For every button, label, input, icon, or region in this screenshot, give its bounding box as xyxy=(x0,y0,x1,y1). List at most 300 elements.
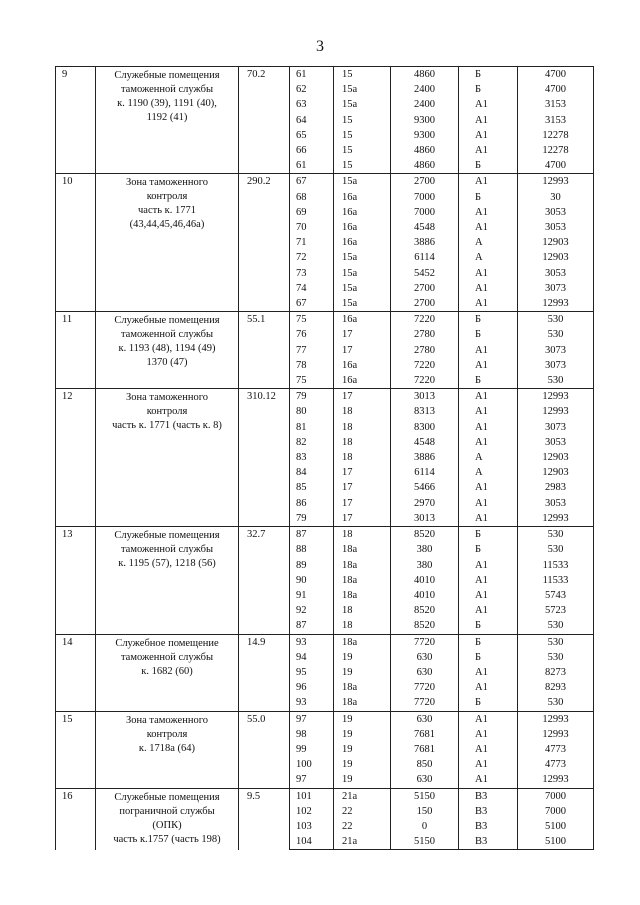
point-number: 70 xyxy=(290,220,334,235)
value: 12278 xyxy=(518,128,594,143)
distance: 3013 xyxy=(391,389,459,405)
value: 3053 xyxy=(518,496,594,511)
segment-code: 21а xyxy=(334,834,391,850)
premises-name-line: Служебные помещения xyxy=(114,315,220,327)
distance: 8520 xyxy=(391,603,459,618)
distance: 2700 xyxy=(391,281,459,296)
category: Б xyxy=(459,327,518,342)
category: А1 xyxy=(459,220,518,235)
category: А1 xyxy=(459,573,518,588)
distance: 9300 xyxy=(391,113,459,128)
value: 12278 xyxy=(518,143,594,158)
value: 11533 xyxy=(518,573,594,588)
category: В3 xyxy=(459,804,518,819)
value: 3053 xyxy=(518,220,594,235)
distance: 2700 xyxy=(391,174,459,190)
value: 2983 xyxy=(518,480,594,495)
point-number: 74 xyxy=(290,281,334,296)
value: 530 xyxy=(518,618,594,634)
distance: 6114 xyxy=(391,465,459,480)
premises-name xyxy=(96,788,239,850)
segment-code: 16а xyxy=(334,205,391,220)
distance: 7220 xyxy=(391,358,459,373)
point-number: 93 xyxy=(290,634,334,650)
point-number: 78 xyxy=(290,358,334,373)
point-number: 79 xyxy=(290,511,334,527)
value: 530 xyxy=(518,650,594,665)
premises-name-line: Зона таможенного xyxy=(126,714,208,726)
premises-name xyxy=(96,711,239,788)
point-number: 84 xyxy=(290,465,334,480)
point-number: 83 xyxy=(290,450,334,465)
category: В3 xyxy=(459,788,518,804)
point-number: 91 xyxy=(290,588,334,603)
category: А1 xyxy=(459,128,518,143)
premises-name xyxy=(96,527,239,634)
point-number: 79 xyxy=(290,389,334,405)
segment-code: 18 xyxy=(334,435,391,450)
value: 3153 xyxy=(518,97,594,112)
category: А1 xyxy=(459,727,518,742)
premises-name-line: часть к.1757 (часть 198) xyxy=(113,833,221,845)
premises-name-line: Служебные помещения xyxy=(114,791,220,803)
category: А1 xyxy=(459,480,518,495)
distance: 2400 xyxy=(391,97,459,112)
value: 3053 xyxy=(518,205,594,220)
premises-name-line: к. 1195 (57), 1218 (56) xyxy=(118,558,216,570)
value: 530 xyxy=(518,373,594,389)
point-number: 67 xyxy=(290,174,334,190)
point-number: 82 xyxy=(290,435,334,450)
category: А1 xyxy=(459,281,518,296)
point-number: 100 xyxy=(290,757,334,772)
segment-code: 19 xyxy=(334,711,391,727)
distance: 7681 xyxy=(391,727,459,742)
value: 3053 xyxy=(518,435,594,450)
premises-name-line: Служебные помещения xyxy=(114,530,220,542)
distance: 3886 xyxy=(391,235,459,250)
category: А1 xyxy=(459,711,518,727)
category: А xyxy=(459,250,518,265)
distance: 4548 xyxy=(391,435,459,450)
value: 30 xyxy=(518,190,594,205)
category: А1 xyxy=(459,772,518,788)
value: 7000 xyxy=(518,788,594,804)
table-row xyxy=(56,389,594,405)
value: 12993 xyxy=(518,404,594,419)
category: Б xyxy=(459,67,518,83)
category: А1 xyxy=(459,358,518,373)
distance: 7720 xyxy=(391,634,459,650)
value: 530 xyxy=(518,327,594,342)
point-number: 99 xyxy=(290,742,334,757)
segment-code: 18а xyxy=(334,634,391,650)
distance: 2780 xyxy=(391,327,459,342)
point-number: 102 xyxy=(290,804,334,819)
distance: 2970 xyxy=(391,496,459,511)
distance: 7220 xyxy=(391,312,459,328)
category: Б xyxy=(459,650,518,665)
category: А xyxy=(459,235,518,250)
section-number: 15 xyxy=(56,711,96,788)
section-number: 11 xyxy=(56,312,96,389)
point-number: 98 xyxy=(290,727,334,742)
premises-name-line: контроля xyxy=(146,406,188,418)
segment-code: 15а xyxy=(334,174,391,190)
category: А1 xyxy=(459,558,518,573)
category: А1 xyxy=(459,296,518,312)
premises-name-line: (ОПК) xyxy=(152,819,182,831)
distance: 630 xyxy=(391,665,459,680)
section-number: 9 xyxy=(56,67,96,174)
point-number: 63 xyxy=(290,97,334,112)
value: 4700 xyxy=(518,158,594,174)
segment-code: 16а xyxy=(334,312,391,328)
distance: 7000 xyxy=(391,205,459,220)
distance: 4010 xyxy=(391,573,459,588)
category: Б xyxy=(459,634,518,650)
category: Б xyxy=(459,542,518,557)
premises-name-line: Служебное помещение xyxy=(115,637,219,649)
segment-code: 18 xyxy=(334,404,391,419)
table-row xyxy=(56,67,594,83)
category: Б xyxy=(459,312,518,328)
category: А1 xyxy=(459,665,518,680)
area-value: 32.7 xyxy=(239,527,290,634)
segment-code: 19 xyxy=(334,665,391,680)
segment-code: 22 xyxy=(334,819,391,834)
area-value: 14.9 xyxy=(239,634,290,711)
category: Б xyxy=(459,190,518,205)
distance: 4860 xyxy=(391,158,459,174)
distance: 630 xyxy=(391,711,459,727)
premises-name xyxy=(96,312,239,389)
point-number: 96 xyxy=(290,680,334,695)
distance: 2400 xyxy=(391,82,459,97)
table-row xyxy=(56,527,594,543)
value: 12993 xyxy=(518,389,594,405)
point-number: 92 xyxy=(290,603,334,618)
premises-name-line: часть к. 1771 (часть к. 8) xyxy=(112,420,222,432)
category: А1 xyxy=(459,404,518,419)
premises-name-line: (43,44,45,46,46а) xyxy=(129,219,205,231)
point-number: 62 xyxy=(290,82,334,97)
segment-code: 15 xyxy=(334,128,391,143)
page-number: 3 xyxy=(316,38,324,55)
category: А1 xyxy=(459,113,518,128)
category: А1 xyxy=(459,588,518,603)
distance: 5466 xyxy=(391,480,459,495)
area-value: 55.1 xyxy=(239,312,290,389)
category: А1 xyxy=(459,680,518,695)
value: 12993 xyxy=(518,727,594,742)
distance: 8313 xyxy=(391,404,459,419)
category: А1 xyxy=(459,742,518,757)
point-number: 64 xyxy=(290,113,334,128)
distance: 6114 xyxy=(391,250,459,265)
segment-code: 16а xyxy=(334,358,391,373)
category: А1 xyxy=(459,97,518,112)
point-number: 73 xyxy=(290,266,334,281)
segment-code: 21а xyxy=(334,788,391,804)
distance: 150 xyxy=(391,804,459,819)
segment-code: 17 xyxy=(334,389,391,405)
value: 3073 xyxy=(518,281,594,296)
premises-name-line: к. 1682 (60) xyxy=(141,665,193,677)
section-number: 14 xyxy=(56,634,96,711)
point-number: 97 xyxy=(290,711,334,727)
distance: 630 xyxy=(391,650,459,665)
premises-name-line: к. 1718а (64) xyxy=(138,742,196,754)
area-value: 9.5 xyxy=(239,788,290,850)
segment-code: 17 xyxy=(334,327,391,342)
segment-code: 18 xyxy=(334,603,391,618)
distance: 380 xyxy=(391,558,459,573)
distance: 630 xyxy=(391,772,459,788)
point-number: 88 xyxy=(290,542,334,557)
distance: 380 xyxy=(391,542,459,557)
value: 8293 xyxy=(518,680,594,695)
point-number: 67 xyxy=(290,296,334,312)
point-number: 97 xyxy=(290,772,334,788)
area-value: 310.12 xyxy=(239,389,290,527)
area-value: 55.0 xyxy=(239,711,290,788)
point-number: 77 xyxy=(290,343,334,358)
category: А1 xyxy=(459,511,518,527)
point-number: 86 xyxy=(290,496,334,511)
value: 530 xyxy=(518,695,594,711)
value: 5723 xyxy=(518,603,594,618)
value: 12903 xyxy=(518,465,594,480)
category: А1 xyxy=(459,343,518,358)
category: А1 xyxy=(459,496,518,511)
point-number: 71 xyxy=(290,235,334,250)
distance: 7000 xyxy=(391,190,459,205)
table-row xyxy=(56,174,594,190)
premises-name-line: Зона таможенного xyxy=(126,392,208,404)
premises-name-line: часть к. 1771 xyxy=(138,205,196,217)
segment-code: 15а xyxy=(334,250,391,265)
value: 530 xyxy=(518,312,594,328)
category: А1 xyxy=(459,435,518,450)
category: А1 xyxy=(459,266,518,281)
value: 4700 xyxy=(518,67,594,83)
area-value: 290.2 xyxy=(239,174,290,312)
segment-code: 15 xyxy=(334,67,391,83)
value: 5743 xyxy=(518,588,594,603)
point-number: 72 xyxy=(290,250,334,265)
segment-code: 16а xyxy=(334,220,391,235)
premises-name-line: пограничной службы xyxy=(119,805,215,817)
category: А1 xyxy=(459,757,518,772)
distance: 8520 xyxy=(391,527,459,543)
distance: 9300 xyxy=(391,128,459,143)
point-number: 94 xyxy=(290,650,334,665)
point-number: 85 xyxy=(290,480,334,495)
premises-name xyxy=(96,67,239,174)
premises-name-line: таможенной службы xyxy=(120,329,214,341)
segment-code: 19 xyxy=(334,742,391,757)
value: 530 xyxy=(518,542,594,557)
point-number: 95 xyxy=(290,665,334,680)
premises-name-line: таможенной службы xyxy=(120,84,214,95)
value: 12993 xyxy=(518,296,594,312)
point-number: 93 xyxy=(290,695,334,711)
premises-name-line: 1370 (47) xyxy=(146,357,188,369)
distance: 8300 xyxy=(391,420,459,435)
point-number: 69 xyxy=(290,205,334,220)
value: 3073 xyxy=(518,343,594,358)
segment-code: 15а xyxy=(334,296,391,312)
category: Б xyxy=(459,82,518,97)
section-number: 16 xyxy=(56,788,96,850)
distance: 5150 xyxy=(391,788,459,804)
segment-code: 16а xyxy=(334,373,391,389)
area-value: 70.2 xyxy=(239,67,290,174)
premises-name xyxy=(96,634,239,711)
segment-code: 17 xyxy=(334,480,391,495)
value: 12903 xyxy=(518,450,594,465)
point-number: 87 xyxy=(290,527,334,543)
value: 5100 xyxy=(518,834,594,850)
point-number: 61 xyxy=(290,67,334,83)
point-number: 81 xyxy=(290,420,334,435)
segment-code: 18 xyxy=(334,527,391,543)
segment-code: 15 xyxy=(334,143,391,158)
premises-name-line: таможенной службы xyxy=(120,651,214,663)
category: Б xyxy=(459,695,518,711)
segment-code: 15а xyxy=(334,281,391,296)
point-number: 87 xyxy=(290,618,334,634)
segment-code: 22 xyxy=(334,804,391,819)
segment-code: 19 xyxy=(334,757,391,772)
category: В3 xyxy=(459,819,518,834)
distance: 7220 xyxy=(391,373,459,389)
premises-name-line: Служебные помещения xyxy=(114,70,220,81)
segment-code: 17 xyxy=(334,511,391,527)
point-number: 104 xyxy=(290,834,334,850)
value: 12993 xyxy=(518,511,594,527)
segment-code: 15 xyxy=(334,113,391,128)
value: 3073 xyxy=(518,420,594,435)
value: 4700 xyxy=(518,82,594,97)
category: А xyxy=(459,465,518,480)
category: Б xyxy=(459,527,518,543)
segment-code: 18а xyxy=(334,695,391,711)
section-number: 10 xyxy=(56,174,96,312)
section-number: 12 xyxy=(56,389,96,527)
premises-name-line: Зона таможенного xyxy=(126,177,208,189)
segment-code: 18а xyxy=(334,680,391,695)
coordinates-table xyxy=(55,66,594,850)
segment-code: 16а xyxy=(334,235,391,250)
value: 7000 xyxy=(518,804,594,819)
segment-code: 18а xyxy=(334,573,391,588)
segment-code: 18а xyxy=(334,542,391,557)
premises-name xyxy=(96,389,239,527)
distance: 0 xyxy=(391,819,459,834)
value: 530 xyxy=(518,634,594,650)
point-number: 75 xyxy=(290,373,334,389)
segment-code: 15а xyxy=(334,97,391,112)
value: 3053 xyxy=(518,266,594,281)
point-number: 101 xyxy=(290,788,334,804)
point-number: 66 xyxy=(290,143,334,158)
point-number: 65 xyxy=(290,128,334,143)
value: 11533 xyxy=(518,558,594,573)
value: 530 xyxy=(518,527,594,543)
distance: 8520 xyxy=(391,618,459,634)
premises-name xyxy=(96,174,239,312)
segment-code: 18 xyxy=(334,450,391,465)
table-row xyxy=(56,312,594,328)
table-row xyxy=(56,634,594,650)
category: А1 xyxy=(459,174,518,190)
premises-name-line: 1192 (41) xyxy=(146,112,188,123)
segment-code: 19 xyxy=(334,650,391,665)
point-number: 90 xyxy=(290,573,334,588)
point-number: 80 xyxy=(290,404,334,419)
category: А xyxy=(459,450,518,465)
distance: 850 xyxy=(391,757,459,772)
value: 3073 xyxy=(518,358,594,373)
distance: 7681 xyxy=(391,742,459,757)
distance: 4860 xyxy=(391,67,459,83)
category: Б xyxy=(459,618,518,634)
distance: 3886 xyxy=(391,450,459,465)
point-number: 75 xyxy=(290,312,334,328)
table-row xyxy=(56,711,594,727)
segment-code: 18 xyxy=(334,618,391,634)
segment-code: 19 xyxy=(334,772,391,788)
segment-code: 18а xyxy=(334,588,391,603)
segment-code: 19 xyxy=(334,727,391,742)
value: 8273 xyxy=(518,665,594,680)
value: 4773 xyxy=(518,757,594,772)
segment-code: 17 xyxy=(334,465,391,480)
value: 12903 xyxy=(518,235,594,250)
premises-name-line: контроля xyxy=(146,191,188,203)
distance: 7720 xyxy=(391,695,459,711)
segment-code: 15 xyxy=(334,158,391,174)
segment-code: 15а xyxy=(334,82,391,97)
distance: 7720 xyxy=(391,680,459,695)
table-row xyxy=(56,788,594,804)
segment-code: 15а xyxy=(334,266,391,281)
distance: 2700 xyxy=(391,296,459,312)
category: А1 xyxy=(459,420,518,435)
category: В3 xyxy=(459,834,518,850)
segment-code: 17 xyxy=(334,343,391,358)
point-number: 89 xyxy=(290,558,334,573)
point-number: 76 xyxy=(290,327,334,342)
segment-code: 16а xyxy=(334,190,391,205)
premises-name-line: к. 1190 (39), 1191 (40), xyxy=(117,98,217,109)
value: 12993 xyxy=(518,772,594,788)
category: А1 xyxy=(459,143,518,158)
category: А1 xyxy=(459,603,518,618)
point-number: 61 xyxy=(290,158,334,174)
value: 5100 xyxy=(518,819,594,834)
premises-name-line: к. 1193 (48), 1194 (49) xyxy=(118,343,216,355)
distance: 2780 xyxy=(391,343,459,358)
distance: 4548 xyxy=(391,220,459,235)
premises-name-line: контроля xyxy=(146,728,188,740)
segment-code: 18а xyxy=(334,558,391,573)
distance: 4010 xyxy=(391,588,459,603)
premises-name-line: таможенной службы xyxy=(120,544,214,556)
value: 12903 xyxy=(518,250,594,265)
